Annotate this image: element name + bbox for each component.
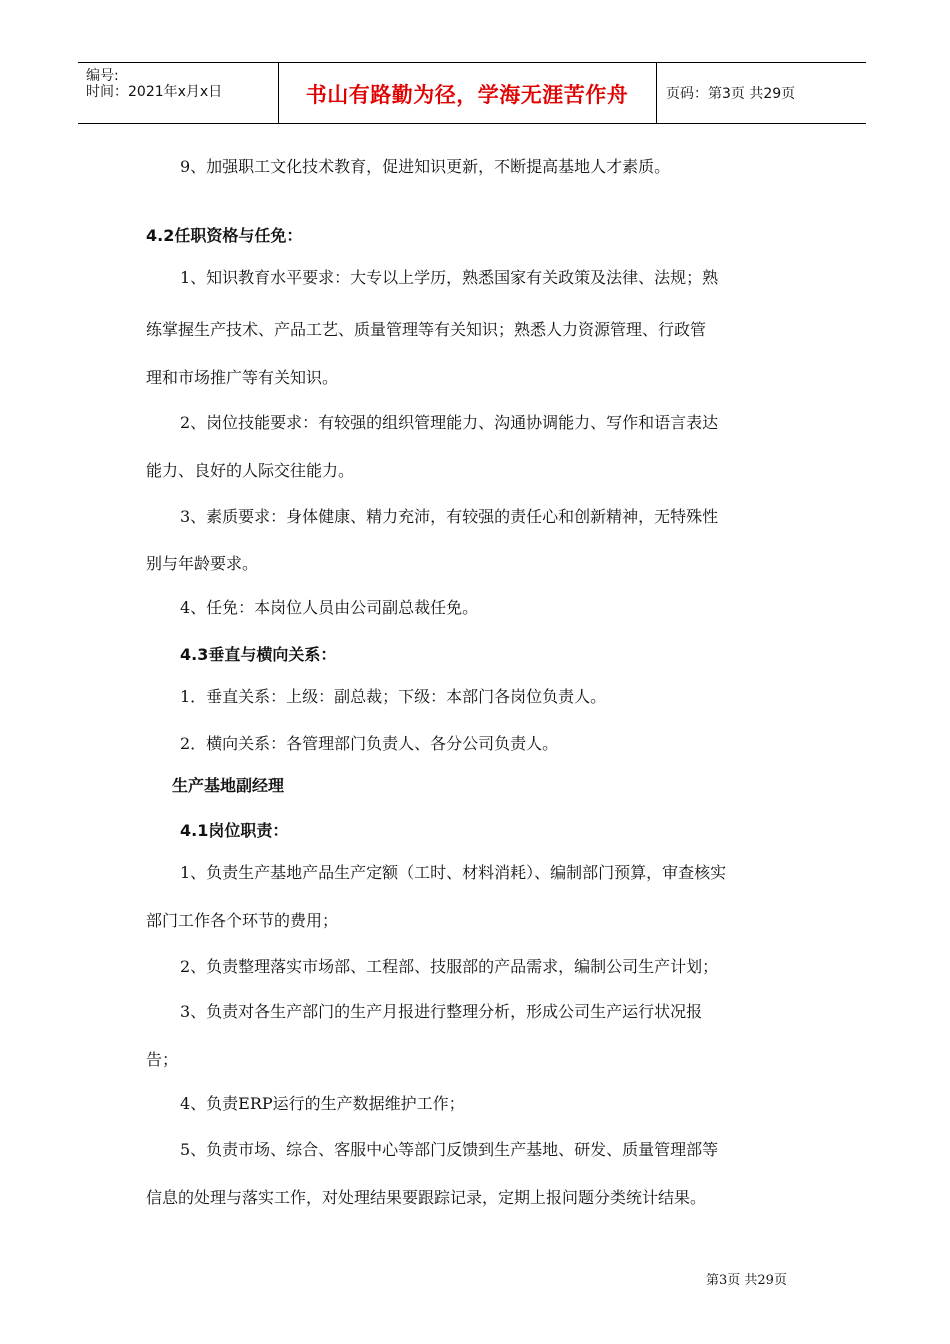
header-info-cell (78, 63, 279, 123)
paragraph-line: 能力、良好的人际交往能力。 (146, 461, 355, 480)
paragraph-line: 4、任免：本岗位人员由公司副总裁任免。 (180, 598, 479, 617)
paragraph-line: 2．横向关系：各管理部门负责人、各分公司负责人。 (180, 734, 559, 753)
paragraph-line: 告； (146, 1050, 179, 1069)
section-heading: 4.3垂直与横向关系： (180, 645, 337, 664)
header-page-info: 页码：第3页 共29页 (666, 86, 796, 102)
role-heading: 生产基地副经理 (172, 776, 285, 795)
paragraph-line: 1、负责生产基地产品生产定额（工时、材料消耗）、编制部门预算，审查核实 (180, 863, 727, 882)
paragraph-line: 9、加强职工文化技术教育，促进知识更新，不断提高基地人才素质。 (180, 157, 671, 176)
paragraph-line: 1．垂直关系：上级：副总裁；下级：本部门各岗位负责人。 (180, 687, 607, 706)
header-page-cell (656, 63, 866, 123)
paragraph-line: 4、负责ERP运行的生产数据维护工作； (180, 1094, 465, 1113)
section-heading: 4.2任职资格与任免： (146, 226, 303, 245)
paragraph-line: 2、负责整理落实市场部、工程部、技服部的产品需求，编制公司生产计划； (180, 957, 719, 976)
paragraph-line: 2、岗位技能要求：有较强的组织管理能力、沟通协调能力、写作和语言表达 (180, 413, 719, 432)
page-footer: 第3页 共29页 (706, 1273, 787, 1288)
date-line: 时间：2021年x月x日 (86, 84, 223, 100)
paragraph-line: 理和市场推广等有关知识。 (146, 368, 339, 387)
page-header (78, 62, 866, 124)
paragraph-line: 5、负责市场、综合、客服中心等部门反馈到生产基地、研发、质量管理部等 (180, 1140, 719, 1159)
paragraph-line: 别与年龄要求。 (146, 554, 259, 573)
paragraph-line: 1、知识教育水平要求：大专以上学历，熟悉国家有关政策及法律、法规；熟 (180, 268, 719, 287)
doc-number-label: 编号: (86, 68, 119, 84)
paragraph-line: 信息的处理与落实工作，对处理结果要跟踪记录，定期上报问题分类统计结果。 (146, 1188, 707, 1207)
motto-text: 书山有路勤为径，学海无涯苦作舟 (305, 83, 629, 107)
paragraph-line: 3、素质要求：身体健康、精力充沛，有较强的责任心和创新精神，无特殊性 (180, 507, 719, 526)
paragraph-line: 部门工作各个环节的费用； (146, 911, 339, 930)
header-motto-cell (278, 63, 657, 123)
paragraph-line: 3、负责对各生产部门的生产月报进行整理分析，形成公司生产运行状况报 (180, 1002, 703, 1021)
section-heading: 4.1岗位职责： (180, 821, 289, 840)
paragraph-line: 练掌握生产技术、产品工艺、质量管理等有关知识；熟悉人力资源管理、行政管 (146, 320, 707, 339)
